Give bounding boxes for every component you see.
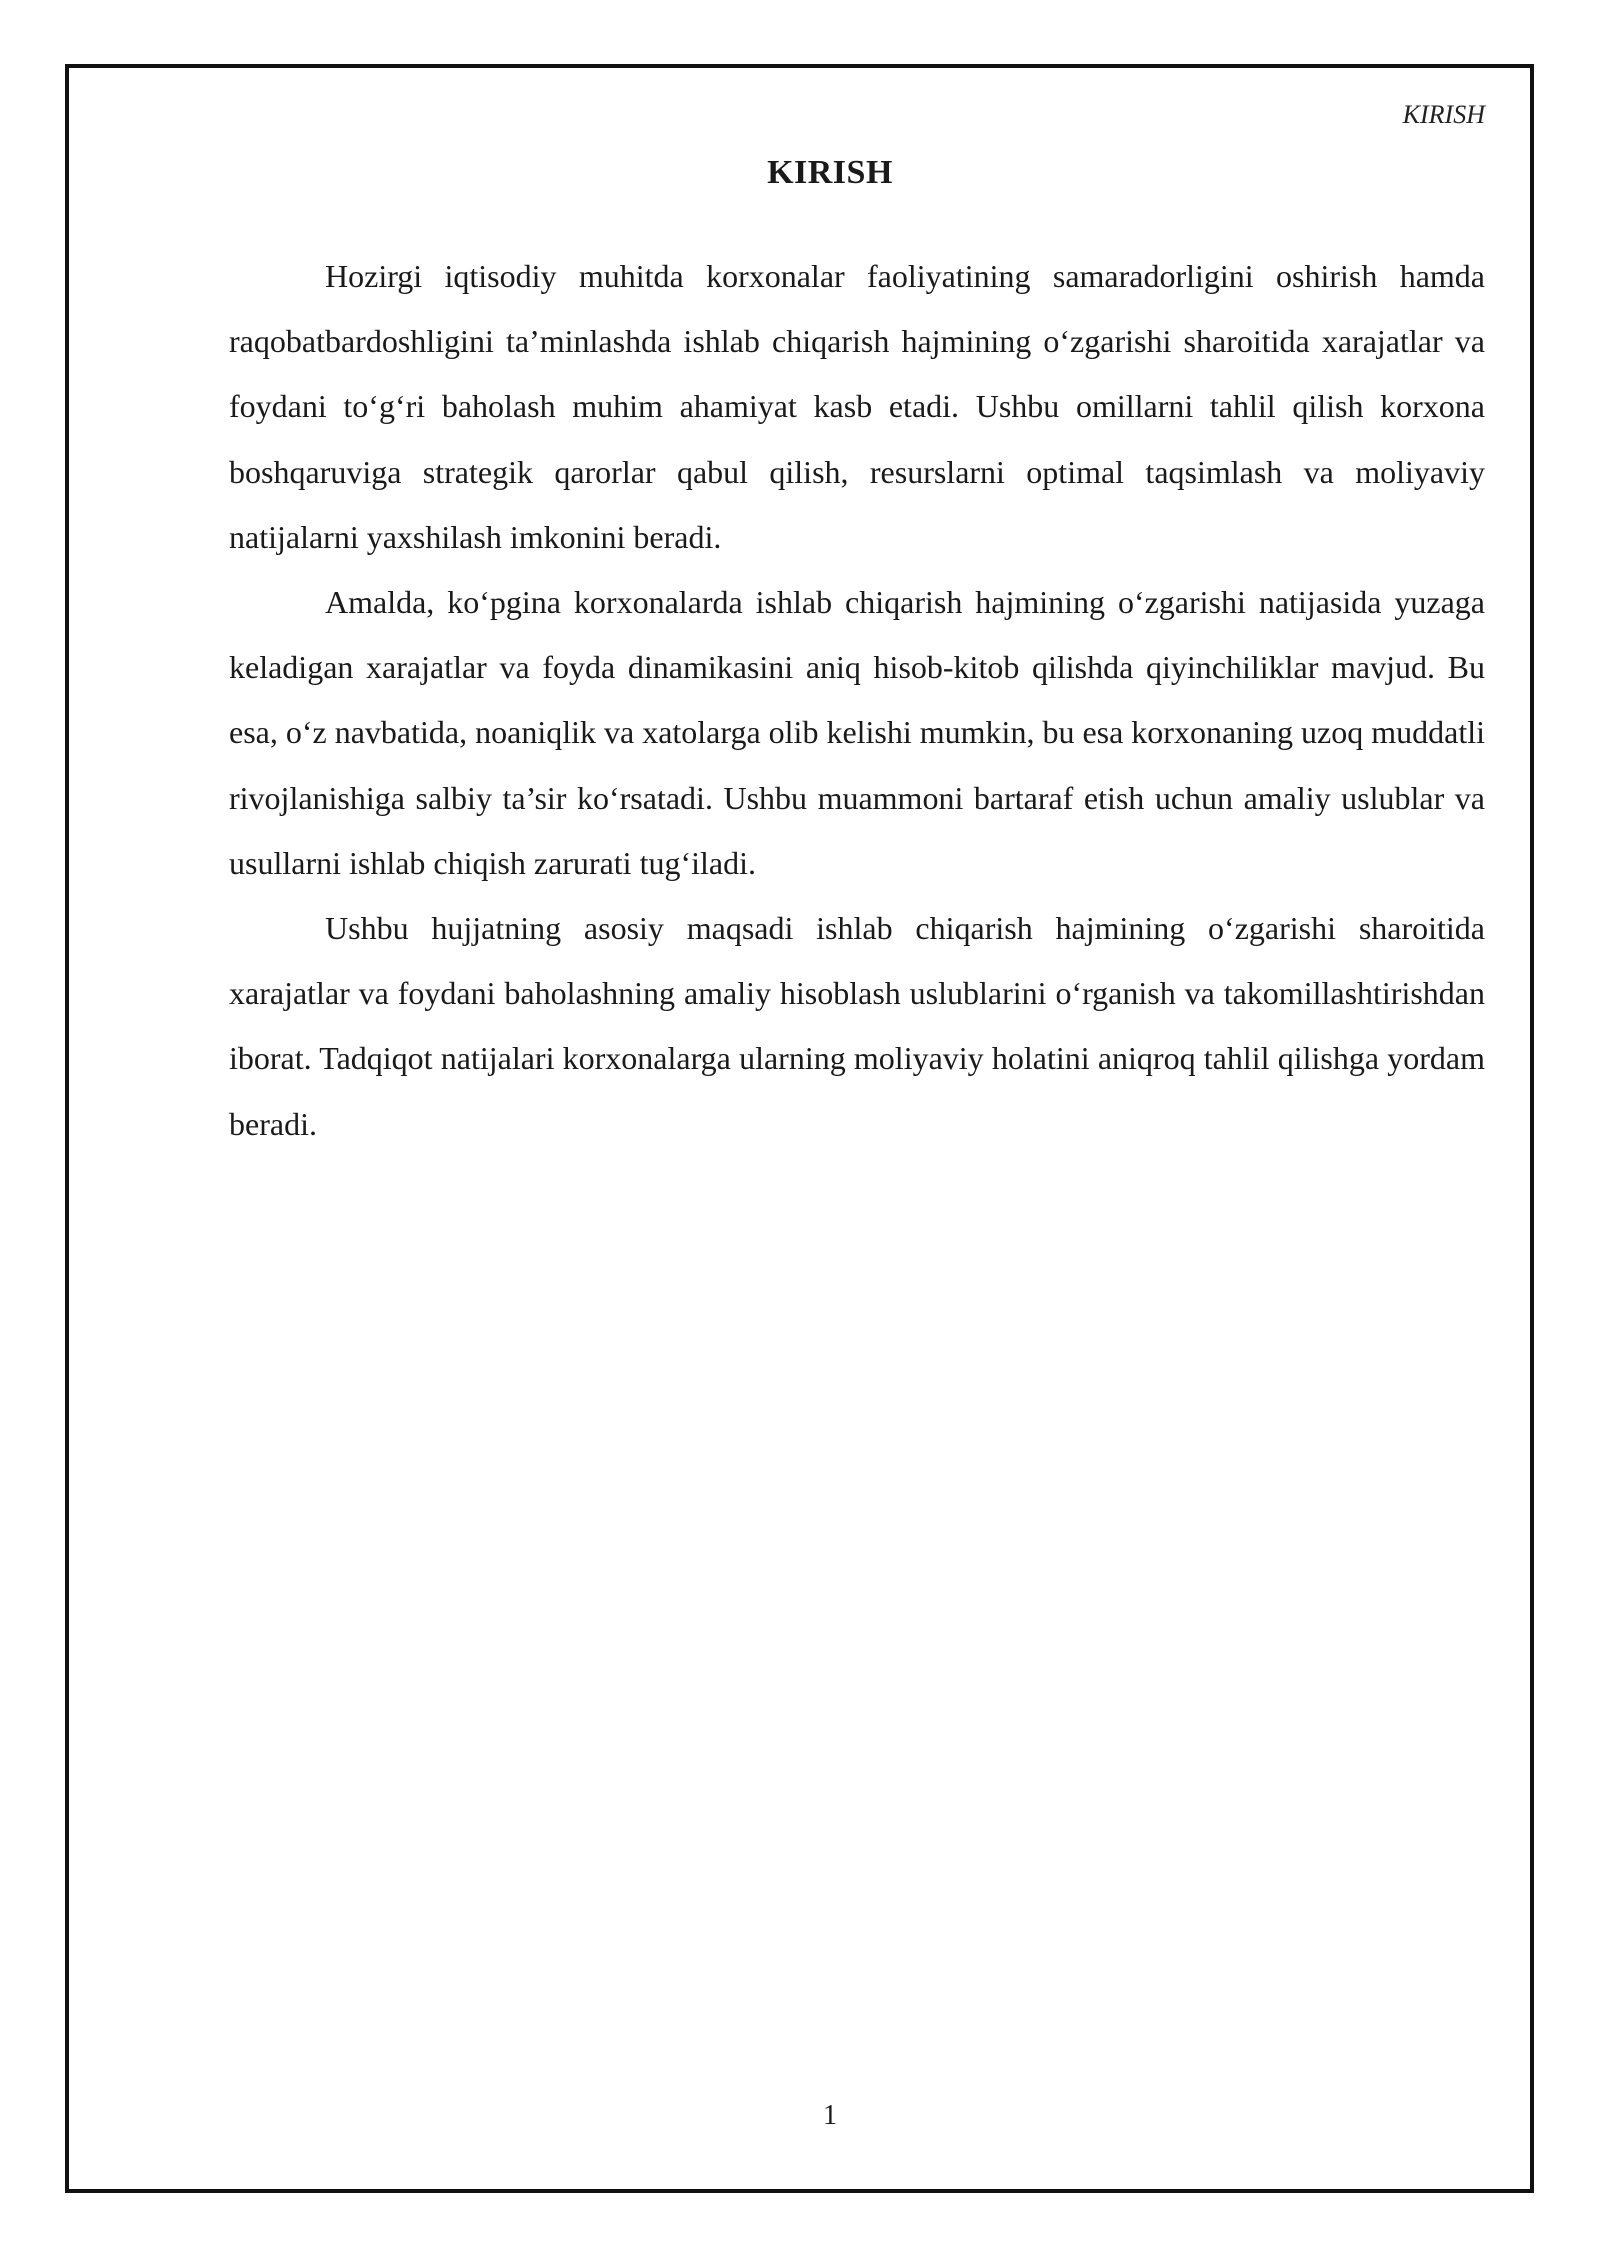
body-text bbox=[229, 244, 1485, 1157]
paragraph-2: Amalda, ko‘pgina korxonalarda ishlab chiqarish hajmining o‘zgarishi natijasida yuzaga keladigan xarajatlar va foyda dinamikasini aniq hisob-kitob qilishda qiyinchiliklar mavjud. Bu esa, o‘z navbatida, noaniqlik va xatolarga olib kelishi mumkin, bu esa korxonaning uzoq muddatli rivojlanishiga salbiy ta’sir ko‘rsatadi. Ushbu muammoni bartaraf etish uchun amaliy uslublar va usullarni ishlab chiqish zarurati tug‘iladi. bbox=[229, 584, 1486, 881]
page-number: 1 bbox=[823, 2100, 837, 2131]
running-header: KIRISH bbox=[1402, 100, 1485, 129]
paragraph-1: Hozirgi iqtisodiy muhitda korxonalar faoliyatining samaradorligini oshirish hamda raqobatbardoshligini ta’minlashda ishlab chiqarish hajmining o‘zgarishi sharoitida xarajatlar va foydani to‘g‘ri baholash muhim ahamiyat kasb etadi. Ushbu omillarni tahlil qilish korxona boshqaruviga strategik qarorlar qabul qilish, resurslarni optimal taqsimlash va moliyaviy natijalarni yaxshilash imkonini beradi. bbox=[229, 258, 1485, 555]
page-title: KIRISH bbox=[767, 154, 893, 191]
paragraph-3: Ushbu hujjatning asosiy maqsadi ishlab chiqarish hajmining o‘zgarishi sharoitida xarajatlar va foydani baholashning amaliy hisoblash uslublarini o‘rganish va takomillashtirishdan iborat. Tadqiqot natijalari korxonalarga ularning moliyaviy holatini aniqroq tahlil qilishga yordam beradi. bbox=[229, 910, 1485, 1142]
